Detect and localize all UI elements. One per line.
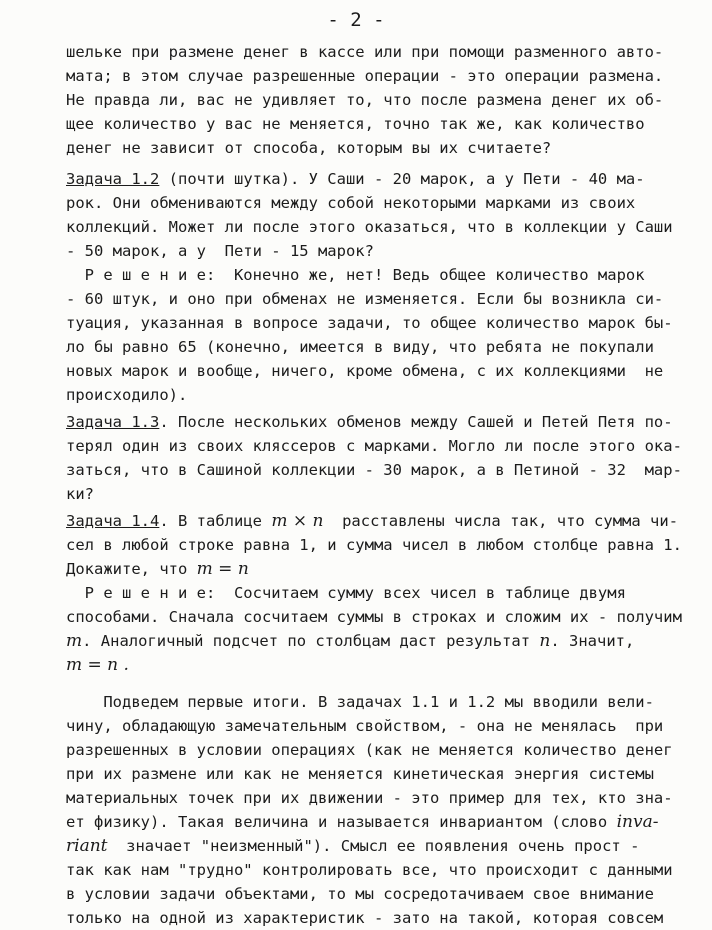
text-fragment: Докажите, что <box>66 560 197 578</box>
formula-m: m <box>66 631 83 651</box>
formula-m-equals-n: m = n <box>196 559 249 579</box>
text-line: туация, указанная в вопросе задачи, то общее количество марок бы- <box>66 314 673 332</box>
text-line: - 50 марок, а у Пети - 15 марок? <box>66 242 374 260</box>
text-line <box>66 653 692 677</box>
text-line <box>66 557 692 581</box>
handwritten-invariant-b: riant <box>66 836 108 856</box>
text-line: мата; в этом случае разрешенные операции - это операции размена. <box>66 67 664 85</box>
formula-m-times-n: m × n <box>271 511 324 531</box>
text-line: заться, что в Сашиной коллекции - 30 марок, а в Петиной - 32 мар- <box>66 461 682 479</box>
text-line: так как нам "трудно" контролировать все, что происходит с данными <box>66 861 673 879</box>
text-fragment: расставлены числа так, что сумма чи- <box>323 512 679 530</box>
text-fragment: . Значит, <box>550 632 635 650</box>
text-line: способами. Сначала сосчитаем суммы в строках и сложим их - получим <box>66 608 682 626</box>
text-fragment: . В таблице <box>159 512 272 530</box>
text-fragment: ет физику). Такая величина и называется инвариантом (слово <box>66 813 617 831</box>
task-1-4-line <box>66 509 692 533</box>
text-line: денег не зависит от способа, которым вы их считаете? <box>66 139 552 157</box>
text-line: - 60 штук, и оно при обменах не изменяется. Если бы возникла си- <box>66 290 664 308</box>
task-1-4-heading: Задача 1.4 <box>66 512 160 530</box>
text-line <box>66 834 692 858</box>
text-line: коллекций. Может ли после этого оказаться, что в коллекции у Саши <box>66 218 673 236</box>
text-line: Не правда ли, вас не удивляет то, что после размена денег их об- <box>66 91 664 109</box>
text-line: ки? <box>66 485 94 503</box>
handwritten-invariant-a: inva- <box>616 812 659 832</box>
formula-n: n <box>539 631 551 651</box>
text-fragment: . После нескольких обменов между Сашей и Петей Петя по- <box>159 413 673 431</box>
text-line: Подведем первые итоги. В задачах 1.1 и 1.2 мы вводили вели- <box>66 693 654 711</box>
text-line <box>66 629 692 653</box>
text-line: рок. Они обмениваются между собой некоторыми марками из своих <box>66 194 636 212</box>
text-fragment: (почти шутка). У Саши - 20 марок, а у Пети - 40 ма- <box>159 170 645 188</box>
text-line: Р е ш е н и е: Сосчитаем сумму всех чисел в таблице двумя <box>66 584 626 602</box>
task-1-2-line <box>66 167 692 191</box>
text-line: шельке при размене денег в кассе или при помощи разменного авто- <box>66 43 664 61</box>
text-line: щее количество у вас не меняется, точно так же, как количество <box>66 115 645 133</box>
text-line: материальных точек при их движении - это пример для тех, кто зна- <box>66 789 673 807</box>
page-number: - 2 - <box>327 9 385 31</box>
text-line: чину, обладающую замечательным свойством, - она не менялась при <box>66 717 664 735</box>
formula-m-equals-n-conclusion: m = n . <box>66 655 129 675</box>
text-line: происходило). <box>66 386 188 404</box>
text-line: Р е ш е н и е: Конечно же, нет! Ведь общее количество марок <box>66 266 645 284</box>
text-fragment: значает "неизменный"). Смысл ее появления очень прост - <box>107 837 640 855</box>
task-1-3-heading: Задача 1.3 <box>66 413 160 431</box>
text-fragment: . Аналогичный подсчет по столбцам даст результат <box>82 632 540 650</box>
text-line: сел в любой строке равна 1, и сумма чисел в любом столбце равна 1. <box>66 536 682 554</box>
text-line: в условии задачи объектами, то мы сосредотачиваем свое внимание <box>66 885 654 903</box>
text-line <box>66 810 692 834</box>
text-line: только на одной из характеристик - зато на такой, которая совсем <box>66 909 664 927</box>
text-line: ло бы равно 65 (конечно, имеется в виду, что ребята не покупали <box>66 338 654 356</box>
text-line: терял один из своих кляссеров с марками. Могло ли после этого ока- <box>66 437 682 455</box>
task-1-3-line <box>66 410 692 434</box>
text-line: при их размене или как не меняется кинетическая энергия системы <box>66 765 654 783</box>
text-line: разрешенных в условии операциях (как не меняется количество денег <box>66 741 673 759</box>
task-1-2-heading: Задача 1.2 <box>66 170 160 188</box>
text-line: новых марок и вообще, ничего, кроме обмена, с их коллекциями не <box>66 362 664 380</box>
